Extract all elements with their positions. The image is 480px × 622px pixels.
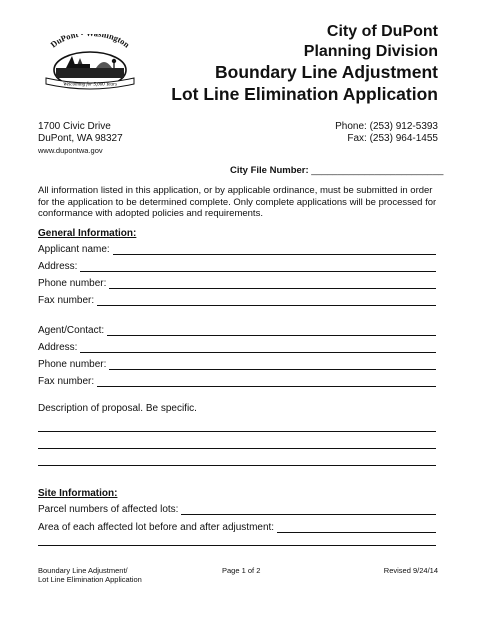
applicant-name-row (38, 242, 436, 255)
footer-form-name (38, 566, 142, 584)
lot-area-line-2[interactable] (38, 545, 436, 546)
footer-page-number: Page 1 of 2 (222, 566, 261, 575)
agent-fax-row (38, 374, 436, 387)
description-line-2[interactable] (38, 448, 436, 449)
general-info-heading: General Information: (38, 228, 137, 239)
agent-address-row (38, 340, 436, 353)
website-link[interactable]: www.dupontwa.gov (38, 146, 103, 155)
description-label: Description of proposal. Be specific. (38, 403, 197, 414)
phone-row (38, 276, 436, 289)
description-line-3[interactable] (38, 465, 436, 466)
street-address: 1700 Civic Drive (38, 121, 111, 132)
city-address: DuPont, WA 98327 (38, 133, 123, 144)
address-block (38, 121, 123, 157)
agent-contact-row (38, 323, 436, 336)
site-info-heading: Site Information: (38, 488, 118, 499)
fax-number: Fax: (253) 964-1455 (347, 133, 438, 144)
footer-form-name-line2: Lot Line Elimination Application (38, 575, 142, 584)
phone-field[interactable] (109, 279, 436, 289)
agent-contact-label: Agent/Contact: (38, 325, 105, 336)
division-name: Planning Division (303, 43, 438, 60)
agent-fax-field[interactable] (97, 377, 436, 387)
lot-area-label: Area of each affected lot before and after adjustment: (38, 522, 275, 533)
address-row (38, 259, 436, 272)
parcel-numbers-label: Parcel numbers of affected lots: (38, 504, 179, 515)
description-line-1[interactable] (38, 431, 436, 432)
agent-phone-row (38, 357, 436, 370)
title-block (171, 22, 438, 105)
parcel-numbers-field[interactable] (181, 505, 436, 515)
agent-phone-field[interactable] (109, 360, 436, 370)
footer-form-name-line1: Boundary Line Adjustment/ (38, 566, 128, 575)
address-label: Address: (38, 261, 78, 272)
city-file-number-label: City File Number: (230, 165, 309, 176)
city-file-number (230, 165, 443, 176)
form-subtitle: Lot Line Elimination Application (171, 84, 438, 104)
city-name: City of DuPont (326, 23, 438, 40)
form-title: Boundary Line Adjustment (215, 62, 438, 82)
intro-paragraph: All information listed in this application, or by applicable ordinance, must be submitted in order for the application to be determined complete. Only complete applications will be processed for conformance with adopted policies and requirements. (38, 185, 437, 219)
lot-area-row (38, 520, 436, 533)
city-seal-logo (36, 34, 144, 94)
parcel-numbers-row (38, 502, 436, 515)
fax-label: Fax number: (38, 295, 95, 306)
logo-arc-text: DuPont hington (48, 34, 132, 50)
agent-address-label: Address: (38, 342, 78, 353)
address-field[interactable] (80, 262, 436, 272)
phone-block (335, 121, 438, 145)
agent-address-field[interactable] (80, 343, 436, 353)
agent-fax-label: Fax number: (38, 376, 95, 387)
fax-field[interactable] (97, 296, 436, 306)
footer-revised-date: Revised 9/24/14 (383, 566, 438, 575)
applicant-name-label: Applicant name: (38, 244, 110, 255)
city-seal-icon (36, 34, 144, 94)
svg-text:DuPont • Washington (48, 34, 132, 50)
phone-label: Phone number: (38, 278, 107, 289)
agent-phone-label: Phone number: (38, 359, 107, 370)
phone-number: Phone: (253) 912-5393 (335, 121, 438, 132)
logo-ribbon-text: Welcoming for 5,000 Years (63, 82, 117, 88)
fax-row (38, 293, 436, 306)
agent-contact-field[interactable] (107, 326, 436, 336)
lot-area-field[interactable] (277, 523, 436, 533)
city-file-number-field[interactable]: _________________________ (311, 165, 444, 176)
applicant-name-field[interactable] (113, 245, 436, 255)
